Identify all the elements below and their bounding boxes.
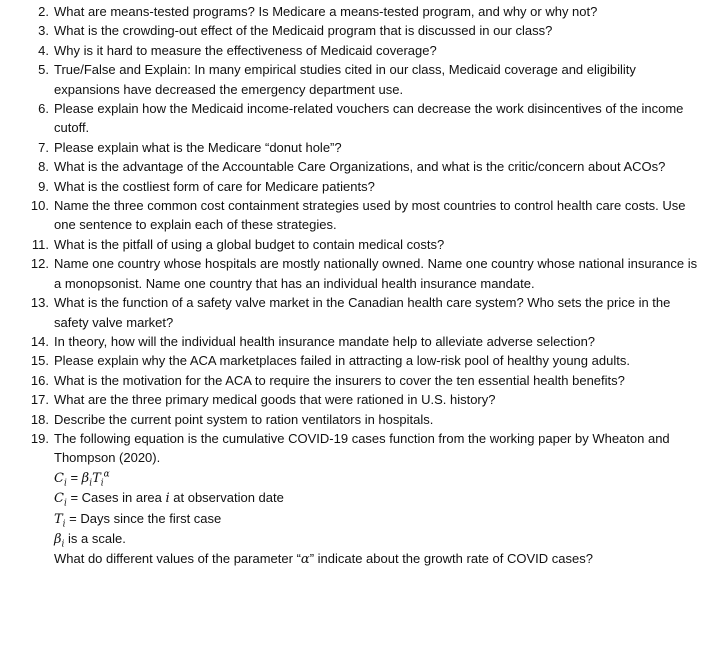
eq-t-var: T — [92, 470, 101, 486]
question-item — [0, 138, 710, 157]
question-19-final — [54, 549, 704, 569]
question-item — [0, 60, 710, 99]
question-item — [0, 293, 710, 332]
question-text: Name one country whose hospitals are mostly nationally owned. Name one country whose national insurance is a monopsonist. Name one country that has an individual health insurance mandate. — [54, 256, 698, 291]
question-number: 6. — [38, 101, 49, 117]
question-text: What is the costliest form of care for Medicare patients? — [54, 178, 375, 194]
question-item — [0, 2, 710, 21]
question-number: 8. — [38, 159, 49, 175]
eq-t-sub: i — [100, 478, 104, 489]
question-item — [0, 410, 710, 429]
question-item — [0, 351, 710, 370]
equation — [54, 468, 704, 488]
def-c-sub: i — [63, 498, 67, 509]
q19-alpha: α — [300, 552, 310, 568]
question-number: 18. — [30, 411, 49, 427]
question-text: Why is it hard to measure the effectiveness of Medicaid coverage? — [54, 42, 437, 58]
def-beta-sub: i — [61, 539, 65, 550]
question-text: What are the three primary medical goods that were rationed in U.S. history? — [54, 392, 496, 408]
question-item — [0, 332, 710, 351]
def-beta-text: is a scale. — [64, 530, 126, 546]
question-text: Please explain how the Medicaid income-related vouchers can decrease the work disincentives of the income cutoff. — [54, 101, 684, 136]
question-item — [0, 41, 710, 60]
question-text: What is the motivation for the ACA to require the insurers to cover the ten essential health benefits? — [54, 372, 625, 388]
question-text: In theory, how will the individual health insurance mandate help to alleviate adverse selection? — [54, 333, 596, 349]
eq-lhs-var: C — [54, 470, 64, 486]
def-t-sub: i — [62, 519, 66, 530]
def-beta-var: β — [54, 531, 62, 547]
question-number: 16. — [30, 372, 49, 388]
def-t-var: T — [54, 511, 63, 527]
def-t-text: = Days since the first case — [65, 510, 222, 526]
question-item — [0, 235, 710, 254]
question-text: Please explain what is the Medicare “donut hole”? — [54, 139, 342, 155]
question-number: 12. — [30, 256, 49, 272]
question-text: What is the crowding-out effect of the Medicaid program that is discussed in our class? — [54, 23, 553, 39]
question-number: 15. — [30, 353, 49, 369]
q19-text-a: What do different values of the parameter “ — [54, 551, 301, 567]
q19-text-b: ” indicate about the growth rate of COVID cases? — [309, 551, 593, 567]
question-text: What is the pitfall of using a global budget to contain medical costs? — [54, 236, 445, 252]
question-number: 7. — [38, 139, 49, 155]
question-item — [0, 254, 710, 293]
definition-t — [54, 509, 704, 529]
eq-beta: β — [81, 470, 90, 486]
question-item — [0, 177, 710, 196]
definition-c — [54, 488, 704, 508]
question-text: What are means-tested programs? Is Medicare a means-tested program, and why or why not? — [54, 4, 598, 19]
question-number: 9. — [38, 178, 49, 194]
eq-lhs-sub: i — [63, 478, 67, 489]
question-item — [0, 99, 710, 138]
def-c-italic-i: i — [165, 491, 170, 507]
question-number: 13. — [30, 295, 49, 311]
question-number: 11. — [31, 236, 49, 252]
question-list — [0, 2, 710, 429]
question-number: 5. — [38, 62, 49, 78]
question-number: 19. — [30, 430, 49, 446]
question-number: 2. — [38, 4, 49, 19]
question-number: 4. — [38, 42, 49, 58]
question-item — [0, 157, 710, 176]
question-item — [0, 21, 710, 40]
question-item-19 — [0, 429, 710, 570]
eq-beta-sub: i — [89, 478, 93, 489]
question-text: What is the advantage of the Accountable Care Organizations, and what is the critic/concern about ACOs? — [54, 159, 666, 175]
def-c-text-a: = Cases in area — [66, 490, 166, 506]
def-c-var: C — [54, 491, 64, 507]
question-text: Please explain why the ACA marketplaces failed in attracting a low-risk pool of healthy young adults. — [54, 353, 630, 369]
question-item — [0, 390, 710, 409]
question-number: 3. — [38, 23, 49, 39]
question-19-intro: The following equation is the cumulative COVID-19 cases function from the working paper by Wheaton and Thompson (2020). — [54, 430, 670, 466]
question-number: 10. — [30, 198, 49, 214]
definition-beta — [54, 529, 704, 549]
question-number: 14. — [30, 333, 49, 349]
def-c-text-b: at observation date — [169, 490, 284, 506]
eq-t-sup: α — [103, 469, 110, 480]
question-number: 17. — [30, 392, 49, 408]
question-text: Describe the current point system to ration ventilators in hospitals. — [54, 411, 434, 427]
question-text: Name the three common cost containment strategies used by most countries to control health care costs. Use one sentence to explain each of these strategies. — [54, 198, 686, 233]
question-text: What is the function of a safety valve market in the Canadian health care system? Who sets the price in the safety valve market? — [54, 295, 671, 330]
question-item — [0, 371, 710, 390]
question-item — [0, 196, 710, 235]
eq-equals: = — [66, 469, 82, 485]
question-text: True/False and Explain: In many empirical studies cited in our class, Medicaid coverage and eligibility expansions have decreased the emergency department use. — [54, 62, 636, 97]
